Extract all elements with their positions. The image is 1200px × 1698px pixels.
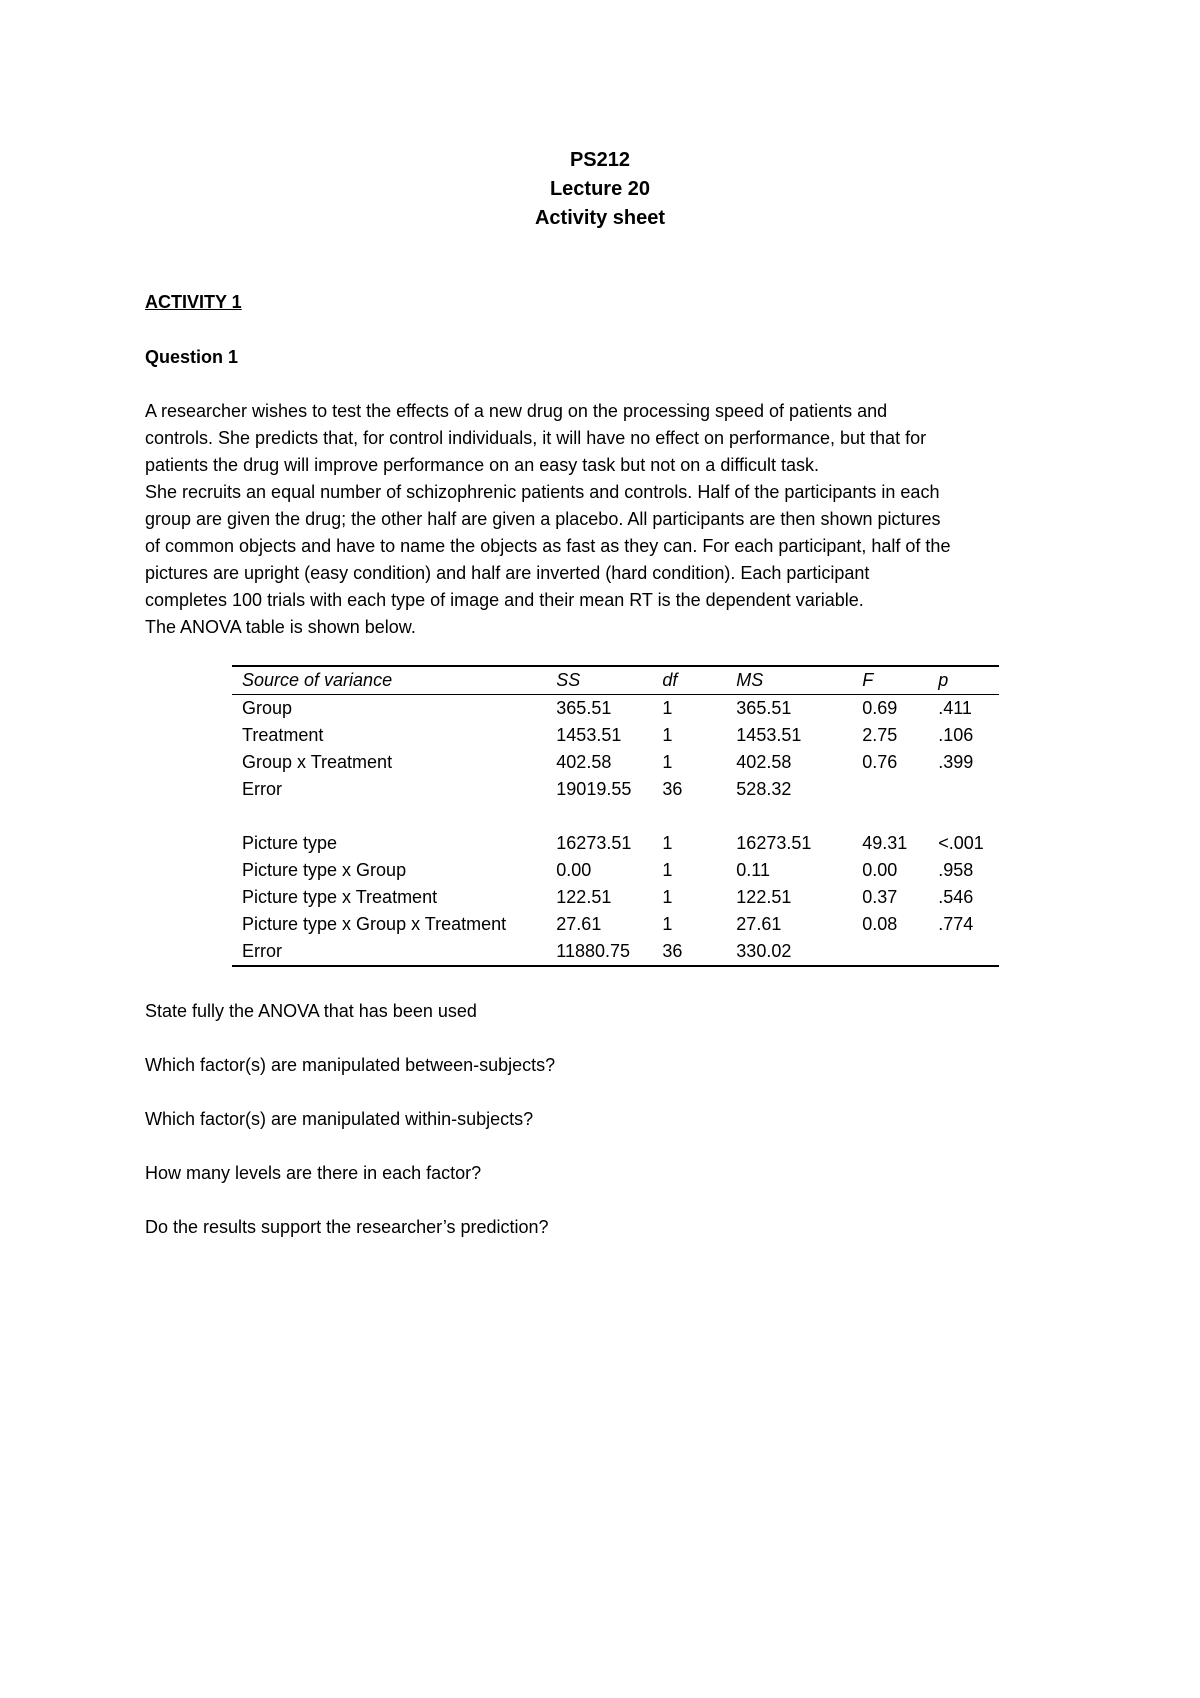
table-cell: .546: [938, 887, 974, 907]
table-cell: 0.00: [862, 860, 898, 880]
header-f: F: [852, 666, 928, 695]
table-cell: 27.61: [736, 914, 782, 934]
table-row: [232, 938, 999, 966]
table-cell: 1: [662, 914, 673, 934]
table-cell: 0.69: [862, 698, 898, 718]
table-cell: 1453.51: [736, 725, 802, 745]
question-heading: Question 1: [145, 347, 239, 367]
document-header: [0, 146, 1200, 233]
body-line: She recruits an equal number of schizophrenic patients and controls. Half of the participants in each: [145, 482, 940, 502]
table-row: [232, 749, 999, 776]
course-code: PS212: [569, 149, 631, 171]
header-ms: MS: [726, 666, 852, 695]
sheet-title: Activity sheet: [534, 207, 666, 229]
table-row: [232, 911, 999, 938]
table-cell: Error: [242, 779, 282, 799]
body-line: pictures are upright (easy condition) and half are inverted (hard condition). Each participant: [145, 563, 870, 583]
table-cell: .106: [938, 725, 974, 745]
table-cell: 1: [662, 752, 673, 772]
table-cell: [852, 776, 928, 803]
table-row: [232, 722, 999, 749]
table-cell: 19019.55: [556, 779, 632, 799]
table-cell: 49.31: [862, 833, 908, 853]
table-cell: .411: [938, 698, 972, 718]
table-cell: Treatment: [242, 725, 324, 745]
table-cell: 528.32: [736, 779, 792, 799]
body-line: group are given the drug; the other half are given a placebo. All participants are then shown pictures: [145, 509, 941, 529]
body-line: of common objects and have to name the objects as fast as they can. For each participant, half of the: [145, 536, 951, 556]
header-p: p: [928, 666, 999, 695]
table-cell: 330.02: [726, 938, 852, 966]
anova-table-body: [232, 695, 999, 967]
table-cell: Picture type x Group x Treatment: [242, 914, 507, 934]
table-cell: Group x Treatment: [242, 752, 393, 772]
table-cell: 122.51: [556, 887, 612, 907]
table-cell: 0.00: [556, 860, 592, 880]
table-row: [232, 857, 999, 884]
question-item: How many levels are there in each factor?: [145, 1163, 482, 1183]
table-cell: 402.58: [736, 752, 792, 772]
body-line: The ANOVA table is shown below.: [145, 617, 416, 637]
table-cell: 1: [662, 725, 673, 745]
table-cell: 36: [652, 938, 726, 966]
lecture-number: Lecture 20: [549, 178, 651, 200]
table-cell: [928, 938, 999, 966]
table-cell: 2.75: [862, 725, 898, 745]
question-item: State fully the ANOVA that has been used: [145, 1001, 477, 1021]
table-cell: Error: [232, 938, 546, 966]
table-row: [232, 695, 999, 723]
table-cell: 1453.51: [556, 725, 622, 745]
table-cell: 122.51: [736, 887, 792, 907]
table-cell: 16273.51: [736, 833, 812, 853]
table-cell: Picture type x Treatment: [242, 887, 438, 907]
body-line: A researcher wishes to test the effects of a new drug on the processing speed of patients and: [145, 401, 888, 421]
table-cell: Group: [242, 698, 293, 718]
table-cell: 0.76: [862, 752, 898, 772]
table-cell: 11880.75: [546, 938, 652, 966]
table-cell: 1: [662, 833, 673, 853]
table-cell: .774: [938, 914, 974, 934]
table-cell: <.001: [938, 833, 984, 853]
table-row: [232, 776, 999, 803]
body-line: patients the drug will improve performance on an easy task but not on a difficult task.: [145, 455, 820, 475]
table-cell: Picture type x Group: [242, 860, 407, 880]
table-spacer-row: [232, 803, 999, 830]
table-cell: 36: [662, 779, 683, 799]
table-cell: .958: [938, 860, 974, 880]
question-item: Which factor(s) are manipulated within-subjects?: [145, 1109, 534, 1129]
table-cell: 1: [662, 887, 673, 907]
activity-heading: ACTIVITY 1: [145, 292, 242, 312]
table-cell: 0.11: [736, 860, 770, 880]
table-cell: 0.08: [862, 914, 898, 934]
anova-table: [232, 665, 999, 967]
header-source: Source of variance: [232, 666, 546, 695]
table-cell: Picture type: [242, 833, 338, 853]
table-row: [232, 884, 999, 911]
body-line: completes 100 trials with each type of image and their mean RT is the dependent variable.: [145, 590, 864, 610]
table-cell: 27.61: [556, 914, 602, 934]
question-item: Which factor(s) are manipulated between-subjects?: [145, 1055, 556, 1075]
table-cell: 402.58: [556, 752, 612, 772]
table-spacer-cell: [232, 803, 999, 830]
body-line: controls. She predicts that, for control individuals, it will have no effect on performance, but that for: [145, 428, 927, 448]
question-list: [145, 998, 555, 1268]
table-row: [232, 830, 999, 857]
table-cell: 1: [662, 698, 673, 718]
header-ss: SS: [546, 666, 652, 695]
question-item: Do the results support the researcher’s prediction?: [145, 1217, 549, 1237]
table-cell: 16273.51: [556, 833, 632, 853]
header-df: df: [652, 666, 726, 695]
table-cell: .399: [938, 752, 974, 772]
table-cell: 0.37: [862, 887, 898, 907]
table-cell: [928, 776, 999, 803]
table-cell: 365.51: [556, 698, 612, 718]
anova-header-row: [232, 666, 999, 695]
table-cell: 365.51: [736, 698, 792, 718]
table-cell: 1: [662, 860, 673, 880]
question-body: [145, 398, 1075, 641]
table-cell: [852, 938, 928, 966]
